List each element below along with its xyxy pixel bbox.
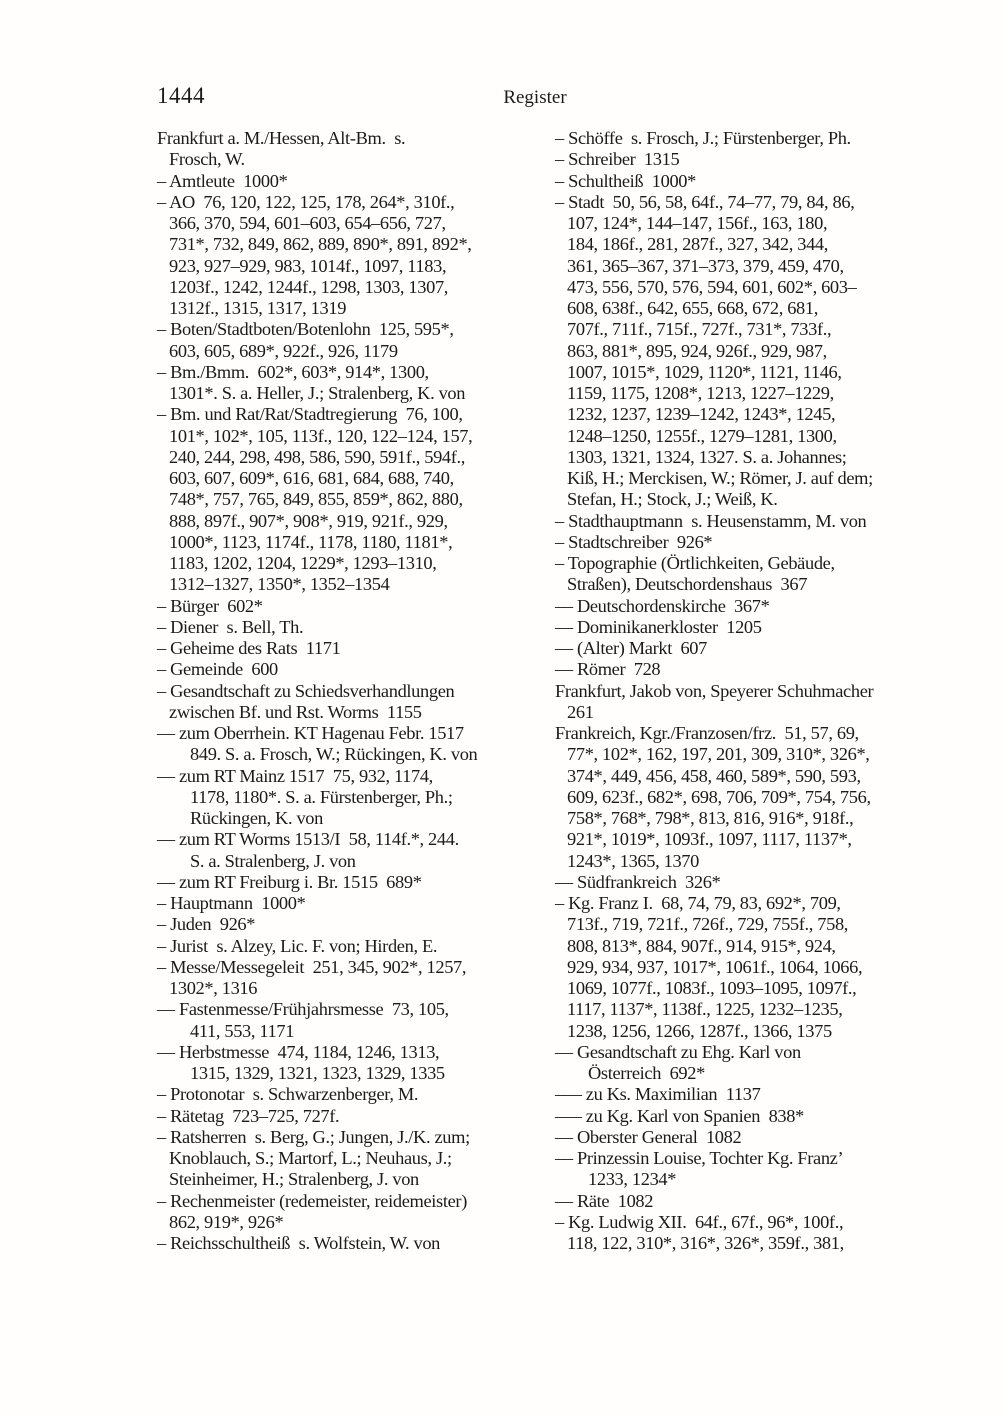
index-line: – Stadt 50, 56, 58, 64f., 74–77, 79, 84, 86, [555,191,855,212]
index-line: – Hauptmann 1000* [157,893,306,913]
index-line: – Stadthauptmann s. Heusenstamm, M. von [555,510,867,531]
index-line: – Topographie (Örtlichkeiten, Gebäude, [555,553,835,573]
index-line: – Reichsschultheiß s. Wolfstein, W. von [157,1233,441,1253]
index-line: 1315, 1329, 1321, 1323, 1329, 1335 [190,1063,445,1083]
index-line: 107, 124*, 144–147, 156f., 163, 180, [567,213,828,233]
index-line: –– Räte 1082 [555,1190,654,1211]
index-line: –– Dominikanerkloster 1205 [555,616,762,637]
index-line: 1233, 1234* [588,1169,677,1190]
index-columns [157,128,929,1254]
index-line: – Bürger 602* [157,595,263,616]
index-line: 411, 553, 1171 [190,1020,295,1041]
index-line: Steinheimer, H.; Stralenberg, J. von [169,1169,419,1190]
page-number: 1444 [157,83,205,108]
index-line: 748*, 757, 765, 849, 855, 859*, 862, 880, [169,489,463,510]
index-line: – Kg. Franz I. 68, 74, 79, 83, 692*, 709, [555,893,841,913]
index-line: – Gemeinde 600 [157,659,278,680]
index-line: 849. S. a. Frosch, W.; Rückingen, K. von [190,744,478,765]
index-line: 862, 919*, 926* [169,1211,284,1232]
index-line: –– (Alter) Markt 607 [555,638,707,658]
index-line: – Bm. und Rat/Rat/Stadtregierung 76, 100, [157,404,463,425]
index-line: –– Südfrankreich 326* [555,871,721,892]
index-line: zwischen Bf. und Rst. Worms 1155 [169,701,422,722]
page-title: Register [503,87,567,108]
index-line: – Schultheiß 1000* [555,170,696,191]
index-line: 361, 365–367, 371–373, 379, 459, 470, [567,255,844,276]
index-line: Kiß, H.; Merckisen, W.; Römer, J. auf dem; [567,468,873,488]
index-line: –– Herbstmesse 474, 1184, 1246, 1313, [157,1041,440,1062]
index-line: –– Fastenmesse/Frühjahrsmesse 73, 105, [157,999,449,1020]
index-line: –– Römer 728 [555,659,661,680]
index-line: 1069, 1077f., 1083f., 1093–1095, 1097f., [567,978,857,998]
index-line: 261 [567,701,594,722]
index-line: 77*, 102*, 162, 197, 201, 309, 310*, 326*, [567,744,870,765]
index-line: – Rechenmeister (redemeister, reidemeister) [157,1190,467,1211]
index-line: Österreich 692* [588,1063,705,1083]
index-line: 863, 881*, 895, 924, 926f., 929, 987, [567,340,827,361]
index-line: 1303, 1321, 1324, 1327. S. a. Johannes; [567,446,847,467]
index-line: – Kg. Ludwig XII. 64f., 67f., 96*, 100f., [555,1211,844,1232]
index-line: 1243*, 1365, 1370 [567,850,699,871]
index-line: – Messe/Messegeleit 251, 345, 902*, 1257, [157,956,467,977]
index-line: 888, 897f., 907*, 908*, 919, 921f., 929, [169,510,448,531]
index-line: – Diener s. Bell, Th. [157,616,304,637]
index-column-right [555,128,929,1254]
index-line: 1238, 1256, 1266, 1287f., 1366, 1375 [567,1020,832,1041]
index-line: 118, 122, 310*, 316*, 326*, 359f., 381, [567,1233,844,1253]
index-line: –– Deutschordenskirche 367* [555,595,770,616]
index-line: 366, 370, 594, 601–603, 654–656, 727, [169,213,446,233]
index-line: 374*, 449, 456, 458, 460, 589*, 590, 593, [567,765,861,786]
index-line: ––– zu Ks. Maximilian 1137 [555,1084,761,1105]
index-line: ––– zu Kg. Karl von Spanien 838* [555,1105,804,1126]
index-line: 921*, 1019*, 1093f., 1097, 1117, 1137*, [567,829,852,850]
index-line: 923, 927–929, 983, 1014f., 1097, 1183, [169,255,447,276]
index-line: 1301*. S. a. Heller, J.; Stralenberg, K. von [169,383,466,403]
index-line: 473, 556, 570, 576, 594, 601, 602*, 603– [567,276,857,297]
index-line: 1000*, 1123, 1174f., 1178, 1180, 1181*, [169,531,453,552]
index-line: 1302*, 1316 [169,978,258,998]
index-line: –– zum RT Freiburg i. Br. 1515 689* [157,871,422,892]
index-column-left [157,128,531,1254]
index-line: – Ratsherren s. Berg, G.; Jungen, J./K. zum; [157,1126,470,1147]
index-line: –– zum Oberrhein. KT Hagenau Febr. 1517 [157,723,464,743]
index-line: 184, 186f., 281, 287f., 327, 342, 344, [567,234,829,255]
index-line: Rückingen, K. von [190,808,323,828]
index-line: – Amtleute 1000* [157,170,288,191]
index-line: S. a. Stralenberg, J. von [190,850,356,871]
index-line: Knoblauch, S.; Martorf, L.; Neuhaus, J.; [169,1148,452,1168]
index-line: 713f., 719, 721f., 726f., 729, 755f., 758, [567,914,849,935]
index-line: –– Oberster General 1082 [555,1126,742,1147]
index-line: 603, 605, 689*, 922f., 926, 1179 [169,340,398,361]
index-line: – Schreiber 1315 [555,149,680,170]
index-line: – Gesandtschaft zu Schiedsverhandlungen [157,680,455,701]
index-line: 240, 244, 298, 498, 586, 590, 591f., 594f., [169,446,466,467]
index-line: – Geheime des Rats 1171 [157,638,341,658]
index-line: 1183, 1202, 1204, 1229*, 1293–1310, [169,553,437,573]
index-line: 609, 623f., 682*, 698, 706, 709*, 754, 756, [567,786,871,807]
index-line: – AO 76, 120, 122, 125, 178, 264*, 310f., [157,191,455,212]
index-line: –– zum RT Worms 1513/I 58, 114f.*, 244. [157,829,459,850]
index-line: 1312–1327, 1350*, 1352–1354 [169,574,390,595]
index-line: – Bm./Bmm. 602*, 603*, 914*, 1300, [157,361,429,382]
index-line: 1203f., 1242, 1244f., 1298, 1303, 1307, [169,276,449,297]
index-line: –– Prinzessin Louise, Tochter Kg. Franz’ [555,1148,844,1168]
index-line: – Schöffe s. Frosch, J.; Fürstenberger, Ph. [555,128,851,148]
index-line: 101*, 102*, 105, 113f., 120, 122–124, 157, [169,425,473,446]
index-line: Straßen), Deutschordenshaus 367 [567,574,808,595]
index-line: 1248–1250, 1255f., 1279–1281, 1300, [567,425,837,446]
index-line: Frankfurt, Jakob von, Speyerer Schuhmacher [555,680,874,701]
index-line: Frankfurt a. M./Hessen, Alt-Bm. s. [157,128,406,148]
index-line: 758*, 768*, 798*, 813, 816, 916*, 918f., [567,808,854,828]
index-line: Frankreich, Kgr./Franzosen/frz. 51, 57, 69, [555,723,859,743]
index-line: – Stadtschreiber 926* [555,531,713,552]
index-line: Frosch, W. [169,149,245,170]
index-line: – Boten/Stadtboten/Botenlohn 125, 595*, [157,319,454,340]
index-line: –– zum RT Mainz 1517 75, 932, 1174, [157,765,433,786]
index-line: 808, 813*, 884, 907f., 914, 915*, 924, [567,935,836,956]
index-line: 603, 607, 609*, 616, 681, 684, 688, 740, [169,468,454,488]
index-line: – Rätetag 723–725, 727f. [157,1105,340,1126]
index-line: – Juden 926* [157,914,256,935]
index-line: 707f., 711f., 715f., 727f., 731*, 733f., [567,319,832,340]
index-line: 1117, 1137*, 1138f., 1225, 1232–1235, [567,999,843,1020]
index-line: 1178, 1180*. S. a. Fürstenberger, Ph.; [190,786,453,807]
index-line: Stefan, H.; Stock, J.; Weiß, K. [567,489,778,510]
index-line: –– Gesandtschaft zu Ehg. Karl von [555,1041,801,1062]
index-line: – Jurist s. Alzey, Lic. F. von; Hirden, E. [157,935,438,956]
index-line: 608, 638f., 642, 655, 668, 672, 681, [567,298,818,318]
index-line: – Protonotar s. Schwarzenberger, M. [157,1084,419,1105]
index-line: 731*, 732, 849, 862, 889, 890*, 891, 892*, [169,234,472,255]
index-line: 1007, 1015*, 1029, 1120*, 1121, 1146, [567,361,842,382]
index-line: 1312f., 1315, 1317, 1319 [169,298,347,318]
index-line: 1232, 1237, 1239–1242, 1243*, 1245, [567,404,836,425]
page-header [157,83,913,113]
index-line: 929, 934, 937, 1017*, 1061f., 1064, 1066, [567,956,863,977]
index-line: 1159, 1175, 1208*, 1213, 1227–1229, [567,383,834,403]
